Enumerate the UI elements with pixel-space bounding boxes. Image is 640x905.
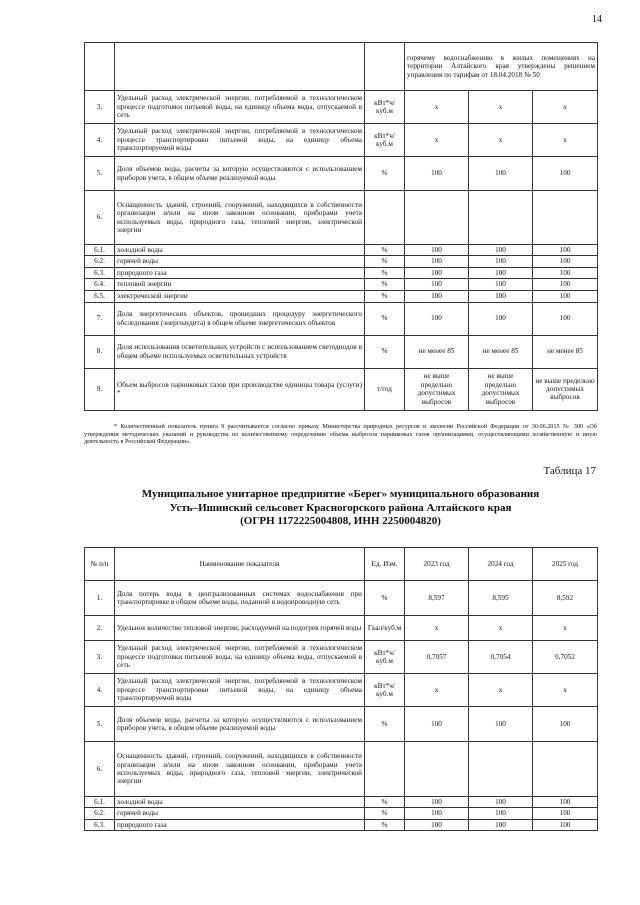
row-unit: % xyxy=(365,581,405,616)
row-unit: % xyxy=(365,335,405,368)
row-number: 4. xyxy=(85,124,115,157)
row-value: 100 xyxy=(533,797,598,808)
row-value: 100 xyxy=(469,279,533,290)
row-value xyxy=(405,191,469,245)
row-name: природного газа xyxy=(115,819,365,830)
row-value: не менее 85 xyxy=(469,335,533,368)
row-unit: % xyxy=(365,256,405,267)
table-row xyxy=(85,191,598,245)
table-row xyxy=(85,157,598,191)
table-row xyxy=(85,707,598,742)
table-row xyxy=(85,267,598,278)
row-unit: кВт*ч/куб.м xyxy=(365,674,405,707)
table-row xyxy=(85,674,598,707)
table-row xyxy=(85,581,598,616)
row-value: 8,592 xyxy=(533,581,598,616)
row-unit: Гкал/куб.м xyxy=(365,616,405,641)
table-row xyxy=(85,124,598,157)
row-unit: кВт*ч/куб.м xyxy=(365,641,405,674)
row-value: 100 xyxy=(469,290,533,302)
row-number: 6. xyxy=(85,191,115,245)
row-number: 2. xyxy=(85,616,115,641)
page-number: 14 xyxy=(592,14,602,25)
row-number: 7. xyxy=(85,302,115,335)
row-value: 0,7052 xyxy=(533,641,598,674)
row-value: 100 xyxy=(469,707,533,742)
row-name: Доля потерь воды в централизованных системах водоснабжения при транспортировке в общем объеме воды, поданной в водопроводную сеть xyxy=(115,581,365,616)
row-unit: % xyxy=(365,819,405,830)
table-row xyxy=(85,641,598,674)
row-value: 100 xyxy=(469,256,533,267)
row-unit: % xyxy=(365,707,405,742)
row-value xyxy=(533,742,598,797)
row-name: природного газа xyxy=(115,267,365,278)
row-unit: % xyxy=(365,267,405,278)
table-row xyxy=(85,91,598,124)
row-value: 100 xyxy=(469,302,533,335)
row-number: 6.3. xyxy=(85,267,115,278)
row-unit: % xyxy=(365,245,405,256)
row-name: Удельное количество тепловой энергии, расходуемой на подогрев горячей воды xyxy=(115,616,365,641)
row-value: 100 xyxy=(533,819,598,830)
row-number: 6.3. xyxy=(85,819,115,830)
row-value: х xyxy=(469,124,533,157)
row-value: х xyxy=(533,91,598,124)
table-row xyxy=(85,368,598,410)
row-value: не менее 85 xyxy=(533,335,598,368)
row-number: 1. xyxy=(85,581,115,616)
row-number: 4. xyxy=(85,674,115,707)
row-number: 5. xyxy=(85,157,115,191)
row-value: 8,597 xyxy=(405,581,469,616)
table-row xyxy=(85,256,598,267)
table-header-row xyxy=(85,548,598,581)
row-value: 100 xyxy=(405,279,469,290)
row-value: х xyxy=(469,616,533,641)
row-value: не выше предельно допустимых выбросов xyxy=(533,368,598,410)
row-value: 100 xyxy=(533,267,598,278)
row-value: 100 xyxy=(533,245,598,256)
table-indicators-continued xyxy=(84,42,598,411)
row-value: х xyxy=(469,674,533,707)
row-number: 6.2. xyxy=(85,256,115,267)
row-value xyxy=(405,742,469,797)
row-name: холодной воды xyxy=(115,245,365,256)
row-unit: кВт*ч/куб.м xyxy=(365,124,405,157)
row-number: 6.5. xyxy=(85,290,115,302)
row-unit: т/год xyxy=(365,368,405,410)
row-name: Удельный расход электрической энергии, потребляемой в технологическом процессе транспортировки питьевой воды, на единицу объема транспортируемой воды xyxy=(115,674,365,707)
row-value: 100 xyxy=(533,302,598,335)
title-line: Муниципальное унитарное предприятие «Берег» муниципального образования xyxy=(141,488,540,500)
row-value: 100 xyxy=(533,279,598,290)
row-name: Удельный расход электрической энергии, потребляемой в технологическом процессе подготовки питьевой воды, на единицу объема воды, отпускаемой в сеть xyxy=(115,91,365,124)
row-value: 100 xyxy=(469,245,533,256)
footnote: * Количественный показатель пункта 9 рассчитывается согласно приказу Министерства природных ресурсов и экологии Российской Федерации от 30.06.2015 № 300 «Об утверждении методических указаний и руководства по количественному определению объема выбросов парниковых газов организациями, осуществляющими хозяйственную и иную деятельность в Российской Федерации». xyxy=(84,423,597,446)
row-value: х xyxy=(405,124,469,157)
header-year-2025: 2025 год xyxy=(533,548,598,581)
row-number: 5. xyxy=(85,707,115,742)
row-value: 100 xyxy=(533,808,598,819)
title-line: Усть–Ишинский сельсовет Красногорского района Алтайского края xyxy=(169,501,512,514)
row-unit: % xyxy=(365,157,405,191)
row-value: не выше предельно допустимых выбросов xyxy=(405,368,469,410)
row-number: 8. xyxy=(85,335,115,368)
row-name: Доля объемов воды, расчеты за которую осуществляются с использованием приборов учета, в общем объеме реализуемой воды xyxy=(115,707,365,742)
row-value: х xyxy=(405,91,469,124)
row-unit: кВт*ч/куб.м xyxy=(365,91,405,124)
row-unit: % xyxy=(365,279,405,290)
table-row xyxy=(85,797,598,808)
header-unit: Ед. Изм. xyxy=(365,548,405,581)
row-name: Удельный расход электрической энергии, потребляемой в технологическом процессе подготовки питьевой воды, на единицу объема воды, отпускаемой в сеть xyxy=(115,641,365,674)
row-name: электрической энергии xyxy=(115,290,365,302)
row-value: не выше предельно допустимых выбросов xyxy=(469,368,533,410)
row-value xyxy=(469,742,533,797)
row-unit xyxy=(365,742,405,797)
carry-over-text: горячему водоснабжению в жилых помещениях на территории Алтайского края утверждены решением управления по тарифам от 18.04.2018 № 50 xyxy=(405,43,598,91)
row-value: 100 xyxy=(405,797,469,808)
table-row xyxy=(85,245,598,256)
table-row xyxy=(85,290,598,302)
row-value: 100 xyxy=(405,808,469,819)
header-year-2024: 2024 год xyxy=(469,548,533,581)
row-name: Удельный расход электрической энергии, потребляемой в технологическом процессе транспортировки питьевой воды, на единицу объема транспортируемой воды xyxy=(115,124,365,157)
row-value: х xyxy=(533,616,598,641)
row-name: Оснащенность зданий, строений, сооружений, находящихся в собственности организации и/или на ином законном основании, приборами учета используемых воды, природного газа, тепловой энергии, электрической энергии xyxy=(115,742,365,797)
row-value: 100 xyxy=(533,290,598,302)
row-value: 100 xyxy=(405,302,469,335)
row-name: Доля использования осветительных устройств с использованием светодиодов в общем объеме используемых осветительных устройств xyxy=(115,335,365,368)
table-row xyxy=(85,819,598,830)
row-number: 9. xyxy=(85,368,115,410)
row-number: 3. xyxy=(85,91,115,124)
row-name: Доля энергетических объектов, прошедших процедуру энергетического обследования (энергоаудита) в общем объеме энергетических объектов xyxy=(115,302,365,335)
header-name: Наименование показателя xyxy=(115,548,365,581)
row-unit: % xyxy=(365,797,405,808)
row-value: 100 xyxy=(533,157,598,191)
table-row xyxy=(85,742,598,797)
row-value: 100 xyxy=(469,157,533,191)
row-number: 6.4. xyxy=(85,279,115,290)
row-unit: % xyxy=(365,808,405,819)
row-value: 100 xyxy=(469,797,533,808)
row-value: 0,7054 xyxy=(469,641,533,674)
row-value xyxy=(469,191,533,245)
row-value: 100 xyxy=(533,707,598,742)
row-value: 100 xyxy=(405,157,469,191)
table-title xyxy=(84,488,597,529)
row-value: 100 xyxy=(533,256,598,267)
header-year-2023: 2023 год xyxy=(405,548,469,581)
row-value: 100 xyxy=(469,267,533,278)
row-value: х xyxy=(405,616,469,641)
row-name: горячей воды xyxy=(115,808,365,819)
row-value: 100 xyxy=(469,819,533,830)
row-value: 100 xyxy=(405,267,469,278)
header-number: № п/п xyxy=(85,548,115,581)
row-value: х xyxy=(533,124,598,157)
row-name: горячей воды xyxy=(115,256,365,267)
table-row xyxy=(85,616,598,641)
row-value: 100 xyxy=(405,290,469,302)
row-value: 0,7057 xyxy=(405,641,469,674)
row-value: 100 xyxy=(469,808,533,819)
row-value xyxy=(533,191,598,245)
row-unit: % xyxy=(365,290,405,302)
table-17 xyxy=(84,547,598,831)
table-row xyxy=(85,279,598,290)
row-number: 6.2. xyxy=(85,808,115,819)
row-number: 6.1. xyxy=(85,797,115,808)
row-name: Объем выбросов парниковых газов при производстве единицы товара (услуги) * xyxy=(115,368,365,410)
row-unit xyxy=(365,191,405,245)
row-number: 3. xyxy=(85,641,115,674)
row-name: холодной воды xyxy=(115,797,365,808)
table-label: Таблица 17 xyxy=(543,465,596,477)
row-unit: % xyxy=(365,302,405,335)
row-value: 8,595 xyxy=(469,581,533,616)
row-value: х xyxy=(533,674,598,707)
row-value: х xyxy=(469,91,533,124)
title-line: (ОГРН 1172225004808, ИНН 2250004820) xyxy=(240,515,441,527)
row-value: х xyxy=(405,674,469,707)
row-name: тепловой энергии xyxy=(115,279,365,290)
table-row xyxy=(85,335,598,368)
table-row xyxy=(85,302,598,335)
row-value: 100 xyxy=(405,819,469,830)
row-name: Оснащенность зданий, строений, сооружений, находящихся в собственности организации и/или на ином законном основании, приборами учета используемых воды, природного газа, тепловой энергии, электрической энергии xyxy=(115,191,365,245)
row-number: 6. xyxy=(85,742,115,797)
table-row xyxy=(85,43,598,91)
row-number: 6.1. xyxy=(85,245,115,256)
row-value: не менее 85 xyxy=(405,335,469,368)
row-value: 100 xyxy=(405,245,469,256)
row-value: 100 xyxy=(405,707,469,742)
table-row xyxy=(85,808,598,819)
row-name: Доля объемов воды, расчеты за которую осуществляются с использованием приборов учета, в общем объеме реализуемой воды xyxy=(115,157,365,191)
row-value: 100 xyxy=(405,256,469,267)
